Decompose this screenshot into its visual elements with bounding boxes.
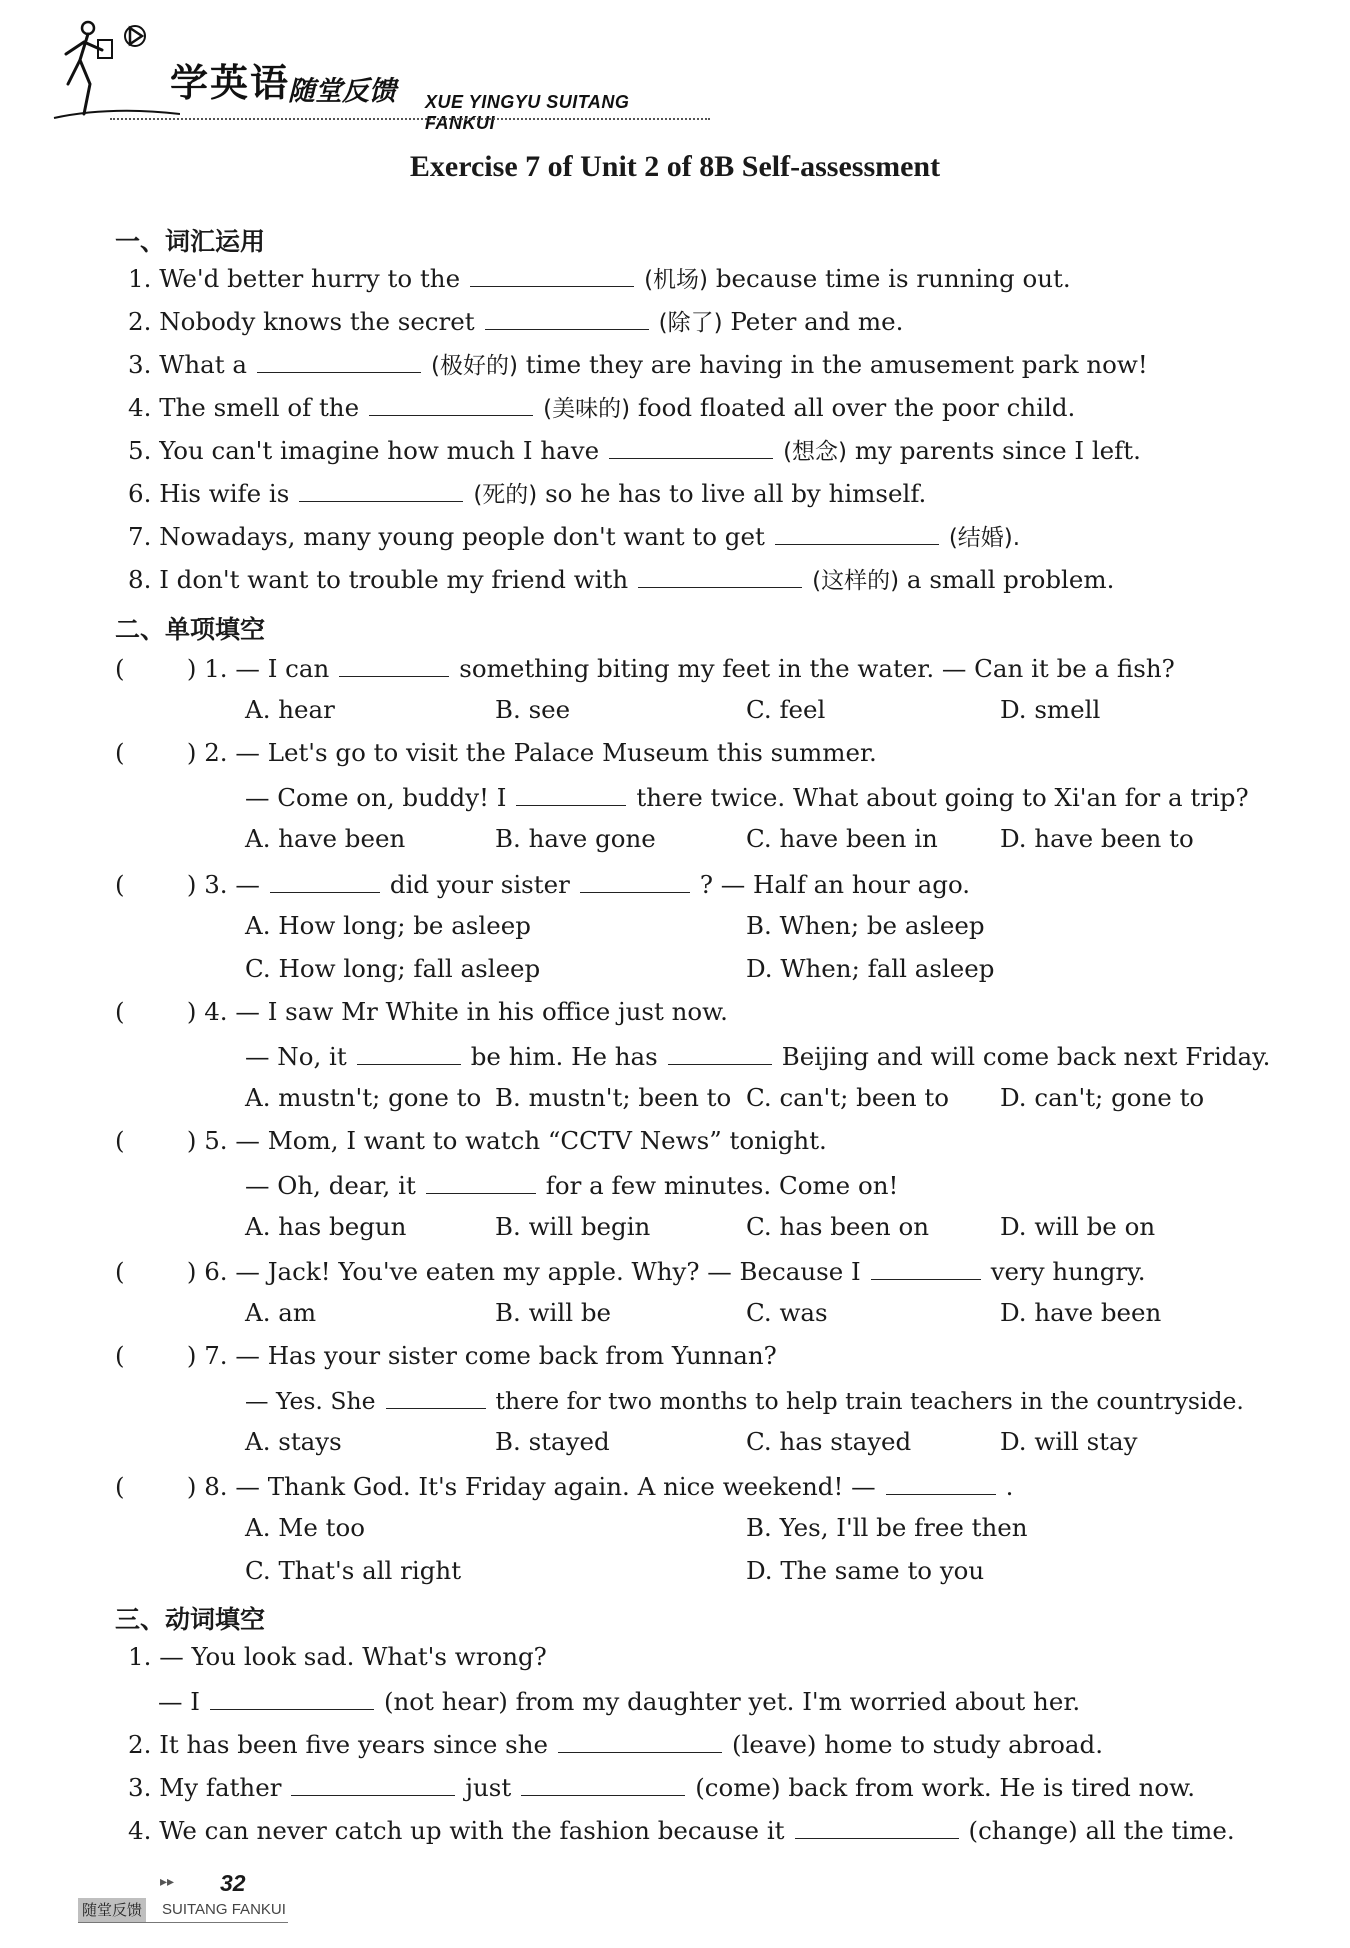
answer-blank[interactable] [609, 432, 773, 459]
answer-blank[interactable] [871, 1253, 981, 1280]
vocab-item: 2. Nobody knows the secret (除了) Peter and me. [128, 303, 903, 340]
option: D. will be on [1000, 1212, 1156, 1241]
header-en-title: XUE YINGYU SUITANG FANKUI [425, 92, 630, 133]
option: B. have gone [495, 824, 656, 853]
option: A. stays [245, 1427, 342, 1456]
option: D. When; fall asleep [746, 954, 995, 983]
answer-blank[interactable] [470, 260, 634, 287]
option: A. have been [245, 824, 406, 853]
answer-paren[interactable]: ( ) [115, 1126, 197, 1155]
answer-paren[interactable]: ( ) [115, 997, 197, 1026]
option: A. mustn't; gone to [245, 1083, 482, 1112]
verb-item-1: 1. — You look sad. What's wrong? [128, 1642, 547, 1671]
option: B. will begin [495, 1212, 651, 1241]
verb-item-1-line2: — I (not hear) from my daughter yet. I'm worried about her. [158, 1683, 1080, 1719]
mc-question-1: ( ) 1. — I can something biting my feet in the water. — Can it be a fish? [115, 650, 1175, 686]
option: B. mustn't; been to [495, 1083, 732, 1112]
option: C. has been on [746, 1212, 929, 1241]
option: A. has begun [245, 1212, 407, 1241]
option: C. How long; fall asleep [245, 954, 541, 983]
option: B. see [495, 695, 571, 724]
option: C. feel [746, 695, 826, 724]
page-arrows-icon: ▸▸ [160, 1874, 175, 1890]
mc-question-4: ( ) 4. — I saw Mr White in his office just now. [115, 997, 728, 1026]
answer-blank[interactable] [291, 1769, 455, 1796]
vocab-item: 1. We'd better hurry to the (机场) because time is running out. [128, 260, 1071, 297]
answer-blank[interactable] [485, 303, 649, 330]
answer-paren[interactable]: ( ) [115, 654, 197, 683]
answer-blank[interactable] [386, 1382, 486, 1409]
answer-blank[interactable] [210, 1683, 374, 1710]
mc-question-8: ( ) 8. — Thank God. It's Friday again. A nice weekend! — . [115, 1468, 1013, 1504]
answer-blank[interactable] [886, 1468, 996, 1495]
answer-paren[interactable]: ( ) [115, 1341, 197, 1370]
verb-item-2: 2. It has been five years since she (leave) home to study abroad. [128, 1726, 1103, 1762]
vocab-item: 5. You can't imagine how much I have (想念) my parents since I left. [128, 432, 1141, 469]
mc-question-3: ( ) 3. — did your sister ? — Half an hour ago. [115, 866, 970, 902]
option: B. When; be asleep [746, 911, 985, 940]
mc-question-7: ( ) 7. — Has your sister come back from Yunnan? [115, 1341, 777, 1370]
mc-question-5-line2: — Oh, dear, it for a few minutes. Come on! [245, 1167, 898, 1203]
vocab-item: 8. I don't want to trouble my friend with (这样的) a small problem. [128, 561, 1114, 598]
mc-question-2: ( ) 2. — Let's go to visit the Palace Museum this summer. [115, 738, 877, 767]
option: D. have been [1000, 1298, 1162, 1327]
option: D. smell [1000, 695, 1101, 724]
answer-blank[interactable] [558, 1726, 722, 1753]
answer-blank[interactable] [521, 1769, 685, 1796]
answer-blank[interactable] [299, 475, 463, 502]
answer-blank[interactable] [795, 1812, 959, 1839]
option: C. has stayed [746, 1427, 912, 1456]
answer-blank[interactable] [516, 779, 626, 806]
option: A. Me too [245, 1513, 365, 1542]
answer-paren[interactable]: ( ) [115, 1257, 197, 1286]
option: D. have been to [1000, 824, 1194, 853]
answer-blank[interactable] [775, 518, 939, 545]
footer-en-label: SUITANG FANKUI [162, 1901, 286, 1918]
section-mc-heading: 二、单项填空 [115, 615, 266, 644]
page-number: 32 [220, 1870, 246, 1896]
option: B. stayed [495, 1427, 610, 1456]
answer-blank[interactable] [369, 389, 533, 416]
mc-question-5: ( ) 5. — Mom, I want to watch “CCTV News” tonight. [115, 1126, 827, 1155]
mc-question-4-line2: — No, it be him. He has Beijing and will come back next Friday. [245, 1038, 1270, 1074]
answer-blank[interactable] [638, 561, 802, 588]
option: C. have been in [746, 824, 938, 853]
verb-item-3: 3. My father just (come) back from work. He is tired now. [128, 1769, 1195, 1805]
option: A. How long; be asleep [245, 911, 531, 940]
option: B. Yes, I'll be free then [746, 1513, 1028, 1542]
answer-paren[interactable]: ( ) [115, 1472, 197, 1501]
section-vocab-heading: 一、词汇运用 [115, 227, 266, 256]
answer-blank[interactable] [426, 1167, 536, 1194]
option: A. am [245, 1298, 317, 1327]
option: D. will stay [1000, 1427, 1138, 1456]
option: C. can't; been to [746, 1083, 950, 1112]
header-divider [110, 118, 710, 120]
answer-blank[interactable] [668, 1038, 772, 1065]
mc-question-2-line2: — Come on, buddy! I there twice. What about going to Xi'an for a trip? [245, 779, 1249, 815]
header [50, 14, 690, 133]
footer-cn-label: 随堂反馈 [78, 1898, 146, 1922]
option: C. That's all right [245, 1556, 462, 1585]
section-verb-heading: 三、动词填空 [115, 1605, 266, 1634]
vocab-item: 3. What a (极好的) time they are having in the amusement park now! [128, 346, 1148, 383]
answer-blank[interactable] [357, 1038, 461, 1065]
verb-item-4: 4. We can never catch up with the fashion because it (change) all the time. [128, 1812, 1235, 1848]
footer-divider [78, 1922, 288, 1923]
vocab-item: 6. His wife is (死的) so he has to live all by himself. [128, 475, 926, 512]
answer-blank[interactable] [339, 650, 449, 677]
answer-paren[interactable]: ( ) [115, 870, 197, 899]
option: A. hear [245, 695, 335, 724]
option: C. was [746, 1298, 828, 1327]
option: D. can't; gone to [1000, 1083, 1205, 1112]
option: D. The same to you [746, 1556, 985, 1585]
mc-question-7-line2: — Yes. She there for two months to help train teachers in the countryside. [245, 1382, 1244, 1418]
answer-blank[interactable] [580, 866, 690, 893]
header-cn-subtitle: 随堂反馈 [288, 76, 396, 107]
student-running-logo-icon [50, 14, 180, 124]
header-cn-title: 学英语 [170, 61, 291, 105]
page-title: Exercise 7 of Unit 2 of 8B Self-assessment [409, 150, 941, 183]
vocab-item: 7. Nowadays, many young people don't want to get (结婚). [128, 518, 1020, 555]
mc-question-6: ( ) 6. — Jack! You've eaten my apple. Why? — Because I very hungry. [115, 1253, 1145, 1289]
answer-blank[interactable] [270, 866, 380, 893]
vocab-item: 4. The smell of the (美味的) food floated all over the poor child. [128, 389, 1075, 426]
option: B. will be [495, 1298, 612, 1327]
answer-paren[interactable]: ( ) [115, 738, 197, 767]
answer-blank[interactable] [257, 346, 421, 373]
